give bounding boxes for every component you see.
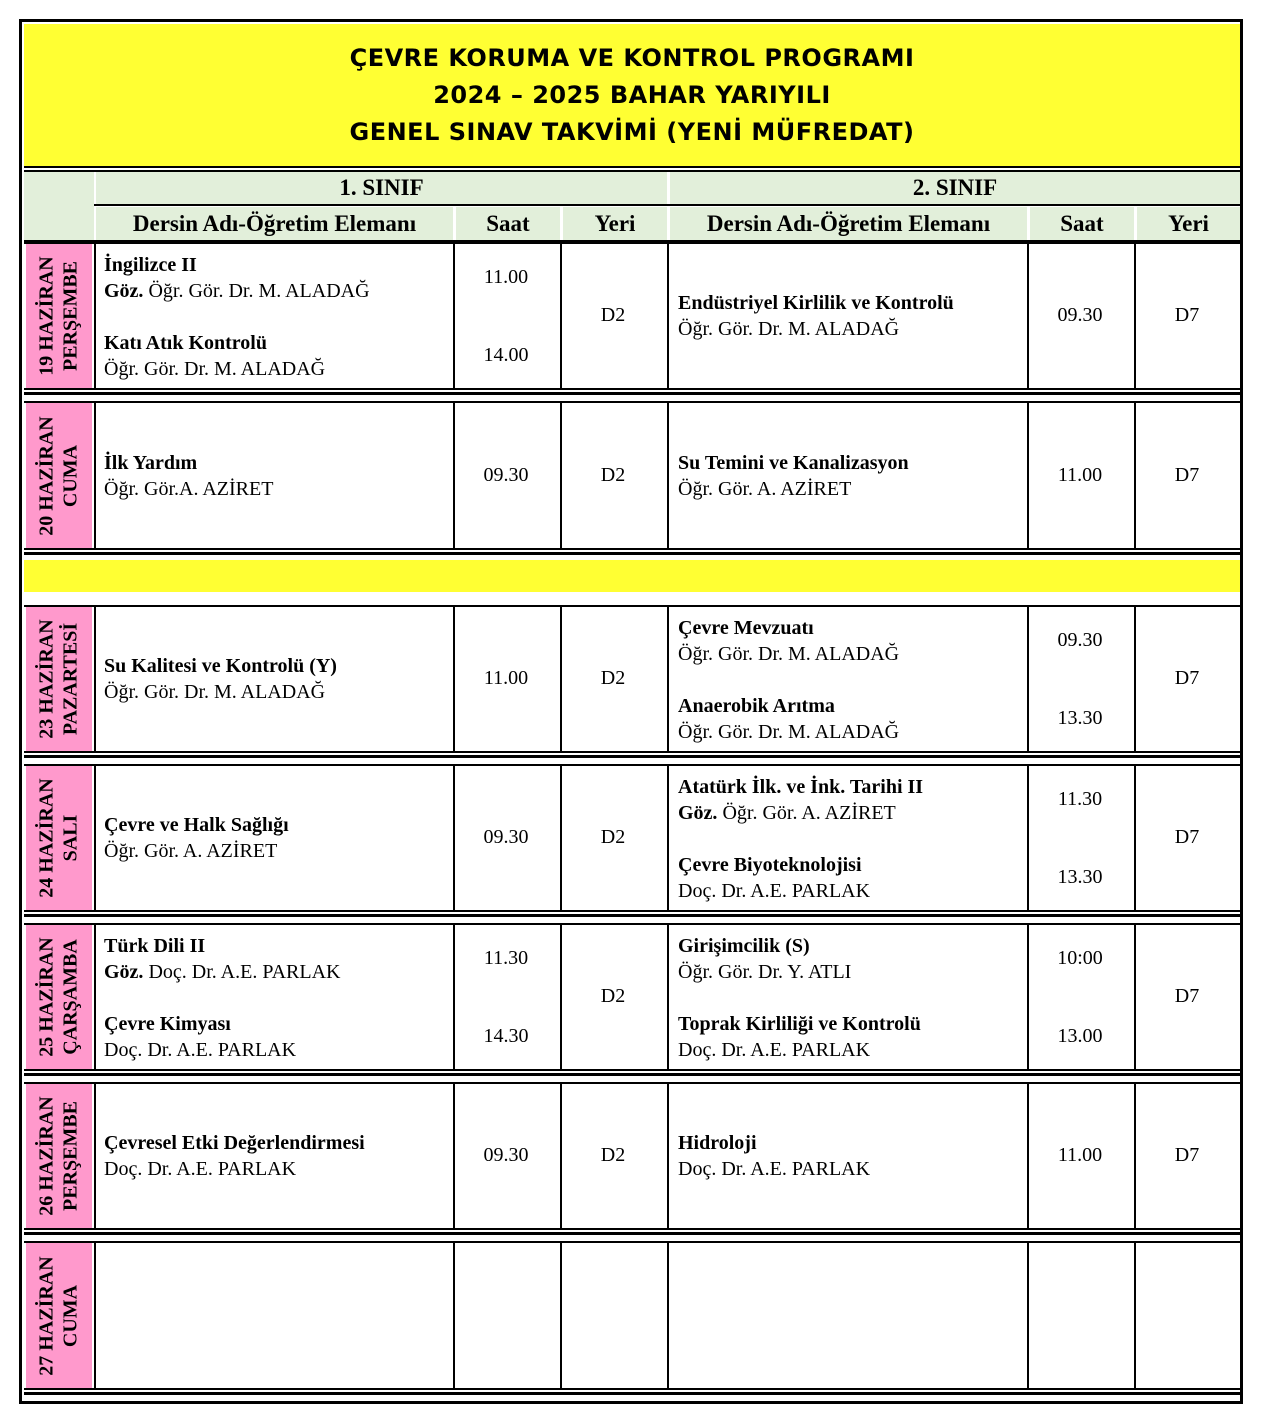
divider — [94, 1084, 96, 1228]
exam-room: D2 — [600, 667, 626, 689]
course-staff-line — [678, 959, 1028, 985]
week-separator — [24, 560, 1240, 592]
course-name: Çevresel Etki Değerlendirmesi — [104, 1132, 365, 1154]
day-date: 26 HAZİRAN — [36, 1096, 59, 1216]
row-separator — [24, 910, 1240, 917]
title-line-3: GENEL SINAV TAKVİMİ (YENİ MÜFREDAT) — [349, 117, 915, 146]
exam-room: D2 — [600, 1144, 626, 1166]
day-weekday: PERŞEMBE — [60, 1100, 83, 1212]
instructor-name: Öğr. Gör. Dr. M. ALADAĞ — [678, 643, 900, 665]
row-separator — [24, 1228, 1240, 1235]
exam-room: D7 — [1174, 667, 1200, 689]
instructor-name: Öğr. Gör. Dr. M. ALADAĞ — [678, 318, 900, 340]
divider — [667, 607, 669, 751]
divider — [24, 242, 1240, 244]
course-entry — [678, 450, 1028, 502]
divider — [24, 170, 1240, 172]
divider — [94, 925, 96, 1069]
instructor-name: Öğr. Gör. Dr. M. ALADAĞ — [678, 721, 900, 743]
course-name: Girişimcilik (S) — [678, 935, 810, 957]
course-entry — [678, 852, 1028, 904]
title-banner — [24, 24, 1240, 168]
course-name: Çevre Biyoteknolojisi — [678, 854, 862, 876]
course-staff-line — [678, 1037, 1028, 1063]
exam-room: D2 — [600, 463, 626, 486]
day-weekday: CUMA — [60, 1284, 83, 1347]
exam-time: 09.30 — [1057, 304, 1103, 326]
day-weekday: SALI — [60, 814, 83, 862]
row-separator — [24, 1388, 1240, 1395]
exam-room: D7 — [1174, 826, 1200, 848]
divider — [1134, 607, 1136, 751]
course-name: Su Temini ve Kanalizasyon — [678, 451, 909, 474]
exam-room: D7 — [1174, 463, 1200, 486]
class-1-place-header: Yeri — [563, 207, 667, 240]
class-1-time-header: Saat — [456, 207, 560, 240]
course-entry — [104, 252, 454, 304]
day-text — [35, 256, 83, 375]
exam-time: 13.30 — [1057, 707, 1103, 729]
proctor-label: Göz. — [678, 802, 718, 824]
exam-time: 11.00 — [483, 667, 529, 689]
exam-time: 09.30 — [483, 1144, 529, 1166]
course-staff-line — [678, 641, 1028, 667]
day-date: 19 HAZİRAN — [36, 256, 59, 376]
exam-room: D2 — [600, 985, 626, 1007]
exam-time: 09.30 — [483, 826, 529, 848]
course-staff-line — [678, 476, 1028, 502]
divider — [94, 607, 96, 751]
day-label — [26, 1084, 92, 1228]
divider — [560, 766, 562, 910]
exam-room: D2 — [600, 304, 626, 326]
course-entry — [678, 1130, 1028, 1182]
divider — [94, 204, 1240, 206]
divider — [1134, 766, 1136, 910]
instructor-name: Doç. Dr. A.E. PARLAK — [104, 1158, 297, 1180]
instructor-name: Öğr. Gör. Dr. M. ALADAĞ — [104, 358, 326, 380]
course-entry — [678, 1011, 1028, 1063]
exam-time: 13.00 — [1057, 1025, 1103, 1047]
divider — [1134, 403, 1136, 548]
divider — [560, 1243, 562, 1388]
course-staff-line — [678, 878, 1028, 904]
divider — [667, 1084, 669, 1228]
course-name: Çevre ve Halk Sağlığı — [104, 814, 289, 836]
day-label — [26, 766, 92, 910]
instructor-name: Öğr. Gör. A. AZİRET — [722, 802, 896, 824]
instructor-name: Öğr. Gör. Dr. Y. ATLI — [678, 961, 852, 983]
course-staff-line — [104, 1037, 454, 1063]
exam-time: 09.30 — [483, 463, 529, 486]
exam-time: 13.30 — [1057, 866, 1103, 888]
proctor-label: Göz. — [104, 961, 144, 983]
exam-time: 10:00 — [1057, 947, 1103, 969]
course-entry — [104, 1130, 454, 1182]
divider — [667, 766, 669, 910]
course-entry — [104, 933, 454, 985]
divider — [560, 607, 562, 751]
instructor-name: Doç. Dr. A.E. PARLAK — [678, 880, 871, 902]
course-name: Endüstriyel Kirlilik ve Kontrolü — [678, 292, 954, 314]
course-entry — [678, 290, 1028, 342]
course-staff-line — [104, 476, 454, 502]
instructor-name: Öğr. Gör. Dr. M. ALADAĞ — [148, 280, 370, 302]
divider — [560, 403, 562, 548]
day-weekday: PERŞEMBE — [60, 260, 83, 372]
divider — [24, 401, 1240, 403]
course-name: İngilizce II — [104, 254, 197, 276]
day-date: 24 HAZİRAN — [36, 778, 59, 898]
day-date: 23 HAZİRAN — [36, 619, 59, 739]
divider — [667, 1243, 669, 1388]
day-text — [35, 778, 83, 897]
day-text — [35, 937, 83, 1056]
exam-time: 11.00 — [1057, 463, 1103, 486]
divider — [453, 1243, 455, 1388]
exam-time: 11.00 — [1057, 1144, 1103, 1166]
exam-room: D7 — [1174, 1144, 1200, 1166]
divider — [24, 1241, 1240, 1243]
exam-time: 14.30 — [483, 1025, 529, 1047]
course-staff-line — [678, 719, 1028, 745]
instructor-name: Doç. Dr. A.E. PARLAK — [104, 1039, 297, 1061]
course-name: Hidroloji — [678, 1132, 757, 1154]
instructor-name: Öğr. Gör. A. AZİRET — [678, 477, 852, 500]
course-name: Çevre Mevzuatı — [678, 617, 814, 639]
course-staff-line — [678, 800, 1028, 826]
day-label — [26, 1243, 92, 1388]
header-corner — [24, 172, 94, 240]
instructor-name: Öğr. Gör.A. AZİRET — [104, 477, 274, 500]
divider — [1134, 244, 1136, 388]
course-staff-line — [678, 1156, 1028, 1182]
course-name: Türk Dili II — [104, 935, 206, 957]
exam-time: 11.30 — [483, 947, 529, 969]
divider — [1134, 925, 1136, 1069]
exam-time: 14.00 — [483, 344, 529, 366]
day-text — [35, 416, 83, 535]
course-staff-line — [104, 959, 454, 985]
title-line-2: 2024 – 2025 BAHAR YARIYILI — [433, 80, 831, 109]
divider — [24, 605, 1240, 607]
divider — [560, 244, 562, 388]
course-staff-line — [104, 679, 454, 705]
course-staff-line — [104, 278, 454, 304]
divider — [667, 925, 669, 1069]
divider — [667, 244, 669, 388]
day-weekday: PAZARTESİ — [60, 622, 83, 736]
course-name: Atatürk İlk. ve İnk. Tarihi II — [678, 776, 924, 798]
class-2-header: 2. SINIF — [670, 172, 1240, 204]
divider — [94, 244, 96, 388]
course-entry — [104, 450, 454, 502]
exam-room: D7 — [1174, 985, 1200, 1007]
divider — [667, 403, 669, 548]
exam-time: 11.30 — [1057, 788, 1103, 810]
divider — [24, 923, 1240, 925]
day-text — [35, 1096, 83, 1215]
instructor-name: Doç. Dr. A.E. PARLAK — [678, 1039, 871, 1061]
instructor-name: Doç. Dr. A.E. PARLAK — [148, 961, 341, 983]
day-label — [26, 244, 92, 388]
day-label — [26, 925, 92, 1069]
course-staff-line — [104, 838, 454, 864]
row-separator — [24, 1069, 1240, 1076]
course-name: Katı Atık Kontrolü — [104, 332, 267, 354]
exam-time: 11.00 — [483, 266, 529, 288]
course-name: İlk Yardım — [104, 451, 198, 474]
day-label — [26, 403, 92, 548]
row-separator — [24, 548, 1240, 555]
course-staff-line — [678, 316, 1028, 342]
instructor-name: Doç. Dr. A.E. PARLAK — [678, 1158, 871, 1180]
exam-room: D2 — [600, 826, 626, 848]
day-text — [35, 1256, 83, 1375]
day-date: 27 HAZİRAN — [36, 1255, 59, 1376]
exam-time: 09.30 — [1057, 629, 1103, 651]
course-entry — [678, 774, 1028, 826]
course-staff-line — [104, 356, 454, 382]
divider — [1027, 1243, 1029, 1388]
class-2-course-header: Dersin Adı-Öğretim Elemanı — [670, 207, 1027, 240]
divider — [1134, 1084, 1136, 1228]
course-name: Çevre Kimyası — [104, 1013, 231, 1035]
divider — [94, 766, 96, 910]
divider — [94, 403, 96, 548]
class-1-header: 1. SINIF — [96, 172, 667, 204]
title-line-1: ÇEVRE KORUMA VE KONTROL PROGRAMI — [349, 43, 915, 72]
course-entry — [678, 615, 1028, 667]
course-name: Toprak Kirliliği ve Kontrolü — [678, 1013, 921, 1035]
course-entry — [104, 812, 454, 864]
day-date: 20 HAZİRAN — [36, 415, 59, 536]
divider — [94, 1243, 96, 1388]
day-weekday: CUMA — [60, 444, 83, 507]
divider — [1134, 1243, 1136, 1388]
course-entry — [678, 933, 1028, 985]
instructor-name: Öğr. Gör. Dr. M. ALADAĞ — [104, 681, 326, 703]
course-entry — [104, 330, 454, 382]
class-1-course-header: Dersin Adı-Öğretim Elemanı — [96, 207, 453, 240]
day-text — [35, 619, 83, 738]
course-name: Anaerobik Arıtma — [678, 695, 835, 717]
day-weekday: ÇARŞAMBA — [60, 939, 83, 1055]
course-entry — [104, 1011, 454, 1063]
class-2-time-header: Saat — [1030, 207, 1134, 240]
day-label — [26, 607, 92, 751]
row-separator — [24, 388, 1240, 395]
course-staff-line — [104, 1156, 454, 1182]
class-2-place-header: Yeri — [1137, 207, 1240, 240]
divider — [24, 764, 1240, 766]
course-name: Su Kalitesi ve Kontrolü (Y) — [104, 655, 337, 677]
divider — [24, 1082, 1240, 1084]
instructor-name: Öğr. Gör. A. AZİRET — [104, 840, 278, 862]
divider — [560, 1084, 562, 1228]
proctor-label: Göz. — [104, 280, 144, 302]
exam-room: D7 — [1174, 304, 1200, 326]
divider — [560, 925, 562, 1069]
day-date: 25 HAZİRAN — [36, 937, 59, 1057]
course-entry — [104, 653, 454, 705]
course-entry — [678, 693, 1028, 745]
row-separator — [24, 751, 1240, 758]
